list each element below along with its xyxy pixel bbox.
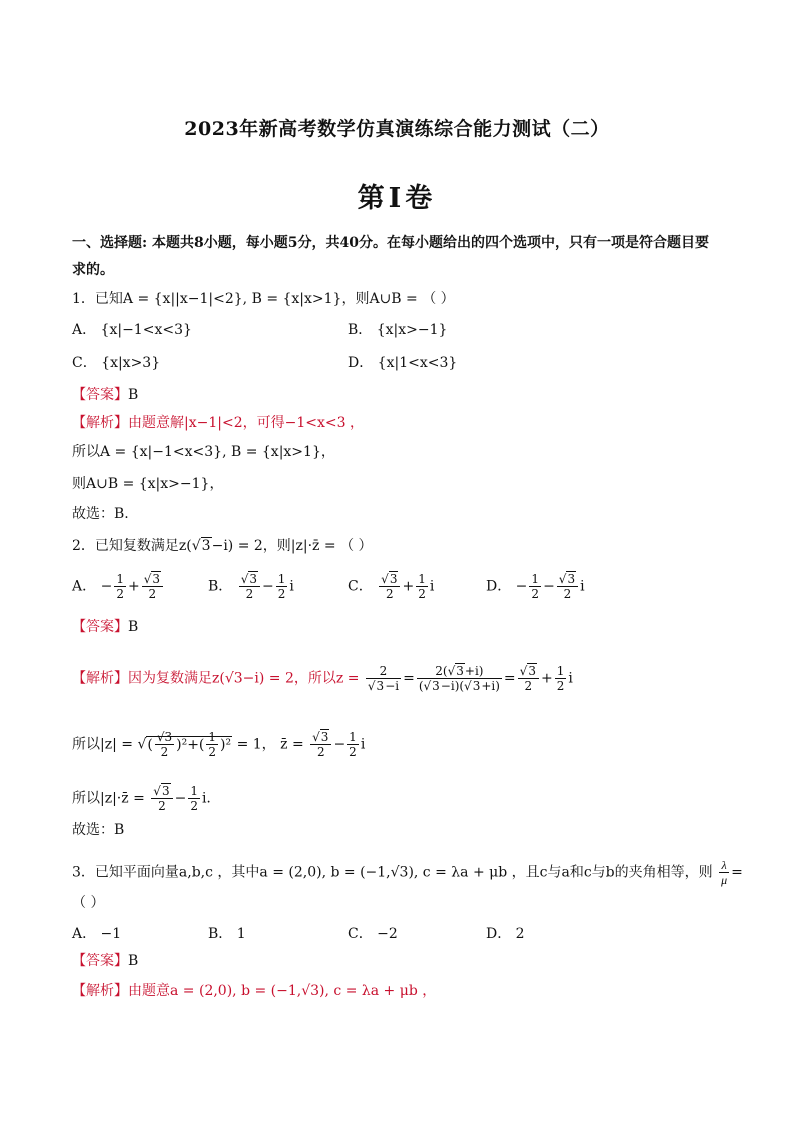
q3-paren: （ ） <box>72 895 105 911</box>
q2-option-c: C． $\frac{√3}{2}$ + $\frac{1}{2}$ i <box>348 572 435 601</box>
q3-ratio-top: λ <box>719 858 729 873</box>
q2-analysis3: 所以|z|·z̄ = <box>72 790 145 807</box>
q2-answer-line <box>72 617 138 637</box>
q1-answer-line <box>72 385 138 405</box>
q2-option-b: B． $\frac{√3}{2}$ − $\frac{1}{2}$ i <box>208 572 294 601</box>
q3-answer: B <box>128 953 139 969</box>
answer-label: 【答案】 <box>72 387 128 403</box>
q2-option-d-label: D． <box>486 578 512 595</box>
q3-option-b: B． 1 <box>208 926 246 942</box>
answer-label: 【答案】 <box>72 619 128 635</box>
q1-analysis2: 所以A = {x|−1<x<3}, B = {x|x>1}， <box>72 444 335 460</box>
q2-choose: B <box>114 822 125 838</box>
q3-option-d: D． 2 <box>486 926 525 942</box>
q2-option-a-label: A． <box>72 578 97 595</box>
q1-stem: 1．已知A = {x||x−1|<2}, B = {x|x>1}，则A∪B = （ ） <box>72 291 455 307</box>
q3-option-a: A． −1 <box>72 926 122 942</box>
choose-label: 故选： <box>72 822 114 838</box>
analysis-label: 【解析】 <box>72 670 128 687</box>
exam-title: 2023年新高考数学仿真演练综合能力测试（二） <box>184 118 610 140</box>
q1-analysis1: 由题意解|x−1|<2，可得−1<x<3 ， <box>128 415 364 431</box>
q1-analysis-line1 <box>72 413 364 433</box>
q2-analysis-line2: 所以|z| = √( $\frac{√3}{2}$ )²+( $\frac{1}{2}$ )² = 1， z̄ = $\frac{√3}{2}$ − $\frac{1}{2}$ i <box>72 730 366 759</box>
q2-answer: B <box>128 619 139 635</box>
q2-stem-a: 2．已知复数满足z( <box>72 538 192 554</box>
q3-analysis-line1 <box>72 981 436 1001</box>
choose-label: 故选： <box>72 506 114 522</box>
q2-sqrt3: √3 <box>191 538 211 554</box>
q1-choose: B. <box>114 506 129 522</box>
q3-stem <box>72 858 743 887</box>
analysis-label: 【解析】 <box>72 415 128 431</box>
q2-choose-line <box>72 820 124 840</box>
q2-option-b-label: B． <box>208 578 233 595</box>
q2-analysis1: 因为复数满足z(√3−i) = 2，所以z = <box>128 670 360 687</box>
q2-analysis-line1: 【解析】因为复数满足z(√3−i) = 2，所以z = $\frac{2}{√3-i}$ = $\frac{2(√3+i)}{(√3-i)(√3+i)}$ = $\frac{√3}{2}$ + $\frac{1}{2}$ i <box>72 664 573 693</box>
q2-stem-b: −i) = 2，则|z|·z̄ = （ ） <box>211 538 373 554</box>
answer-label: 【答案】 <box>72 953 128 969</box>
q3-stem-text: 3．已知平面向量a,b,c ，其中a = (2,0), b = (−1,√3), c = λa + μb ，且c与a和c与b的夹角相等，则 <box>72 864 713 881</box>
q2-option-a: A． − $\frac{1}{2}$ + $\frac{√3}{2}$ <box>72 572 165 601</box>
q3-answer-line <box>72 951 138 971</box>
q2-stem <box>72 536 373 556</box>
volume-heading: 第Ⅰ卷 <box>357 183 437 214</box>
q2-option-c-label: C． <box>348 578 373 595</box>
q3-option-c: C． −2 <box>348 926 398 942</box>
q1-analysis3: 则A∪B = {x|x>−1}， <box>72 476 224 492</box>
q2-analysis2b: = 1， z̄ = <box>236 736 304 753</box>
q1-option-c: C． {x|x>3} <box>72 355 161 371</box>
q2-analysis2a: 所以|z| = <box>72 736 133 753</box>
q2-option-d: D． − $\frac{1}{2}$ − $\frac{√3}{2}$ i <box>486 572 585 601</box>
q2-analysis-line3: 所以|z|·z̄ = $\frac{√3}{2}$ − $\frac{1}{2}$ i. <box>72 784 211 813</box>
section-heading-line1: 一、选择题: 本题共8小题，每小题5分，共40分。在每小题给出的四个选项中，只有一项是符合题目要 <box>72 235 710 251</box>
q3-stem-end: = <box>731 864 743 881</box>
q1-option-b: B． {x|x>−1} <box>348 322 448 338</box>
q1-option-a: A． {x|−1<x<3} <box>72 322 192 338</box>
q3-analysis1: 由题意a = (2,0), b = (−1,√3), c = λa + μb ， <box>128 983 437 999</box>
section-heading-line2: 求的。 <box>72 262 114 278</box>
q1-option-d: D． {x|1<x<3} <box>348 355 458 371</box>
analysis-label: 【解析】 <box>72 983 128 999</box>
q3-ratio-bottom: μ <box>721 873 728 887</box>
q1-choose-line <box>72 504 129 524</box>
q1-answer: B <box>128 387 139 403</box>
